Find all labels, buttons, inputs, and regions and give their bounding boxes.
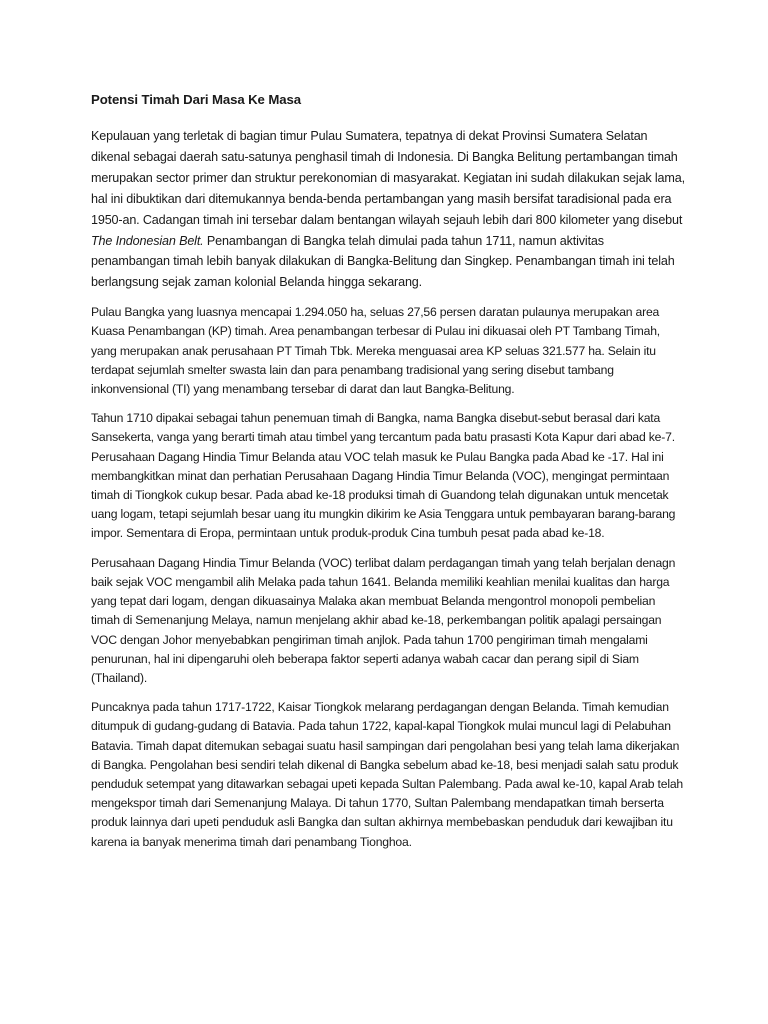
- document-title: Potensi Timah Dari Masa Ke Masa: [91, 92, 301, 107]
- paragraph-3: Tahun 1710 dipakai sebagai tahun penemuan timah di Bangka, nama Bangka disebut-sebut berasal dari kata Sansekerta, vanga yang berarti timah atau timbel yang tercantum pada batu prasasti Kota Kapur dari abad ke-7. Perusahaan Dagang Hindia Timur Belanda atau VOC telah masuk ke Pulau Bangka pada Abad ke -17. Hal ini membangkitkan minat dan perhatian Perusahaan Dagang Hindia Timur Belanda (VOC), mengingat permintaan timah di Tiongkok cukup besar. Pada abad ke-18 produksi timah di Guandong telah digunakan untuk mencetak uang logam, tetapi sejumlah besar uang itu mungkin dikirim ke Asia Tenggara untuk pembayaran barang-barang impor. Sementara di Eropa, permintaan untuk produk-produk Cina tumbuh pesat pada abad ke-18.: [91, 411, 676, 541]
- paragraph-5: Puncaknya pada tahun 1717-1722, Kaisar Tiongkok melarang perdagangan dengan Belanda. Timah kemudian ditumpuk di gudang-gudang di Batavia. Pada tahun 1722, kapal-kapal Tiongkok mulai muncul lagi di Pelabuhan Batavia. Timah dapat ditemukan sebagai suatu hasil sampingan dari pengolahan besi yang telah lama dikerjakan di Bangka. Pengolahan besi sendiri telah dikenal di Bangka sebelum abad ke-18, besi menjadi salah satu produk penduduk setempat yang ditawarkan sebagai upeti kepada Sultan Palembang. Pada awal ke-10, kapal Arab telah mengekspor timah dari Semenanjung Malaya. Di tahun 1770, Sultan Palembang mendapatkan timah berserta produk lainnya dari upeti penduduk asli Bangka dan sultan akhirnya membebaskan penduduk dari kewajiban itu karena ia banyak menerima timah dari penambang Tionghoa.: [91, 700, 683, 849]
- paragraph-2: Pulau Bangka yang luasnya mencapai 1.294.050 ha, seluas 27,56 persen daratan pulaunya merupakan area Kuasa Penambangan (KP) timah. Area penambangan terbesar di Pulau ini dikuasai oleh PT Tambang Timah, yang merupakan anak perusahaan PT Timah Tbk. Mereka menguasai area KP seluas 321.577 ha. Selain itu terdapat sejumlah smelter swasta lain dan para penambang tradisional yang sering disebut tambang inkonvensional (TI) yang menambang tersebar di darat dan laut Bangka-Belitung.: [91, 305, 660, 397]
- paragraph-1-text-a: Kepulauan yang terletak di bagian timur Pulau Sumatera, tepatnya di dekat Provinsi Sumatera Selatan dikenal sebagai daerah satu-satunya penghasil timah di Indonesia. Di Bangka Belitung pertambangan timah merupakan sector primer dan struktur perekonomian di masyarakat. Kegiatan ini sudah dilakukan sejak lama, hal ini dibuktikan dari ditemukannya benda-benda pertambangan yang masih bersifat taradisional pada era 1950-an. Cadangan timah ini tersebar dalam bentangan wilayah sejauh lebih dari 800 kilometer yang disebut: [91, 129, 685, 227]
- paragraph-1: [91, 126, 685, 293]
- paragraph-1-text-b: Penambangan di Bangka telah dimulai pada tahun 1711, namun aktivitas penambangan timah lebih banyak dilakukan di Bangka-Belitung dan Singkep. Penambangan timah ini telah berlangsung sejak zaman kolonial Belanda hingga sekarang.: [91, 233, 675, 290]
- paragraph-4: Perusahaan Dagang Hindia Timur Belanda (VOC) terlibat dalam perdagangan timah yang telah berjalan denagn baik sejak VOC mengambil alih Melaka pada tahun 1641. Belanda memiliki keahlian menilai kualitas dan harga yang tepat dari logam, dengan dikuasainya Malaka akan membuat Belanda mengontrol monopoli pembelian timah di Semenanjung Melaya, namun menjelang akhir abad ke-18, perkembangan politik apalagi persaingan VOC dengan Johor menyebabkan pengiriman timah anjlok. Pada tahun 1700 pengiriman timah mengalami penurunan, hal ini dipengaruhi oleh beberapa faktor seperti adanya wabah cacar dan perang sipil di Siam (Thailand).: [91, 555, 676, 685]
- document-body: [91, 90, 685, 862]
- paragraph-1-italic-term: The Indonesian Belt.: [91, 233, 204, 248]
